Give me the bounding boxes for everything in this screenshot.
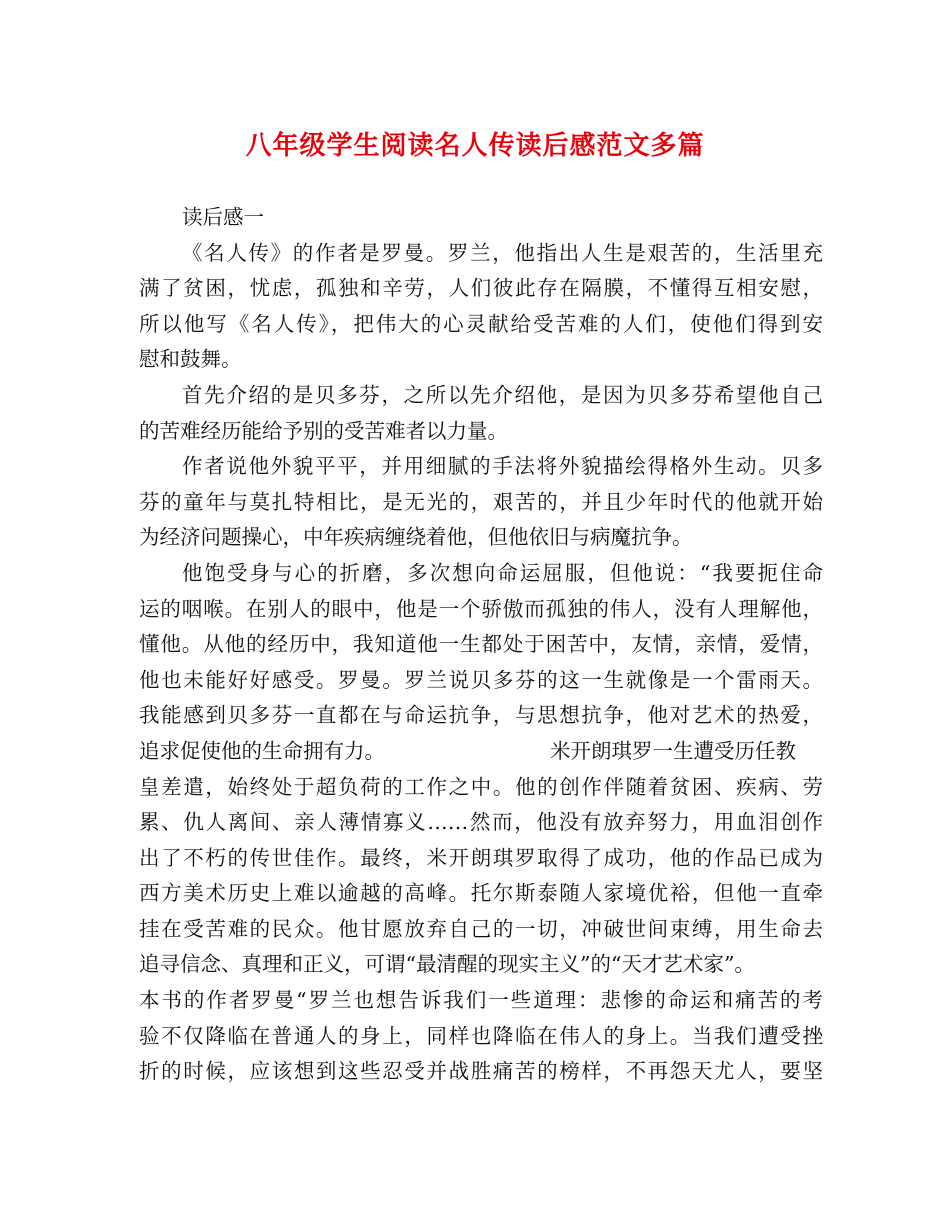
text-line: 西方美术历史上难以逾越的高峰。托尔斯泰随人家境优裕，但他一直牵 xyxy=(139,881,823,906)
text-line: 满了贫困，忧虑，孤独和辛劳，人们彼此存在隔膜，不懂得互相安慰， xyxy=(139,276,823,301)
text-line: 出了不朽的传世佳作。最终，米开朗琪罗取得了成功，他的作品已成为 xyxy=(139,845,823,870)
text-line: 挂在受苦难的民众。他甘愿放弃自己的一切，冲破世间束缚，用生命去 xyxy=(139,916,823,941)
text-line: 懂他。从他的经历中，我知道他一生都处于困苦中，友情，亲情，爱情， xyxy=(139,632,823,657)
text-line: 他饱受身与心的折磨，多次想向命运屈服，但他说：“我要扼住命 xyxy=(182,560,823,585)
text-line: 累、仇人离间、亲人薄情寡义……然而，他没有放弃努力，用血泪创作 xyxy=(139,810,823,835)
text-segment: 追求促使他的生命拥有力。 xyxy=(139,738,385,763)
text-line: 的苦难经历能给予别的受苦难者以力量。 xyxy=(139,418,508,443)
text-line-split xyxy=(139,734,823,770)
text-line: 他也未能好好感受。罗曼。罗兰说贝多芬的这一生就像是一个雷雨天。 xyxy=(139,667,823,692)
text-line: 慰和鼓舞。 xyxy=(139,347,242,372)
document-body xyxy=(139,200,823,1090)
text-line: 折的时候，应该想到这些忍受并战胜痛苦的榜样，不再怨天尤人，要坚 xyxy=(139,1059,823,1084)
text-segment: 米开朗琪罗一生遭受历任教 xyxy=(550,738,796,763)
text-line: 首先介绍的是贝多芬，之所以先介绍他，是因为贝多芬希望他自己 xyxy=(182,382,823,407)
text-line: 《名人传》的作者是罗曼。罗兰，他指出人生是艰苦的，生活里充 xyxy=(182,240,823,265)
section-heading: 读后感一 xyxy=(182,205,264,229)
text-line: 本书的作者罗曼“罗兰也想告诉我们一些道理：悲惨的命运和痛苦的考 xyxy=(139,988,823,1013)
text-line: 运的咽喉。在别人的眼中，他是一个骄傲而孤独的伟人，没有人理解他， xyxy=(139,596,823,621)
text-line: 追寻信念、真理和正义，可谓“最清醒的现实主义”的“天才艺术家”。 xyxy=(139,952,755,977)
text-line: 所以他写《名人传》，把伟大的心灵献给受苦难的人们，使他们得到安 xyxy=(139,311,823,336)
document-title: 八年级学生阅读名人传读后感范文多篇 xyxy=(245,131,705,161)
text-line: 皇差遣，始终处于超负荷的工作之中。他的创作伴随着贫困、疾病、劳 xyxy=(139,774,823,799)
text-line: 芬的童年与莫扎特相比，是无光的，艰苦的，并且少年时代的他就开始 xyxy=(139,489,823,514)
text-line: 我能感到贝多芬一直都在与命运抗争，与思想抗争，他对艺术的热爱， xyxy=(139,703,823,728)
text-line: 为经济问题操心，中年疾病缠绕着他，但他依旧与病魔抗争。 xyxy=(139,525,693,550)
text-line: 作者说他外貌平平，并用细腻的手法将外貌描绘得格外生动。贝多 xyxy=(182,454,823,479)
text-line: 验不仅降临在普通人的身上，同样也降临在伟人的身上。当我们遭受挫 xyxy=(139,1023,823,1048)
